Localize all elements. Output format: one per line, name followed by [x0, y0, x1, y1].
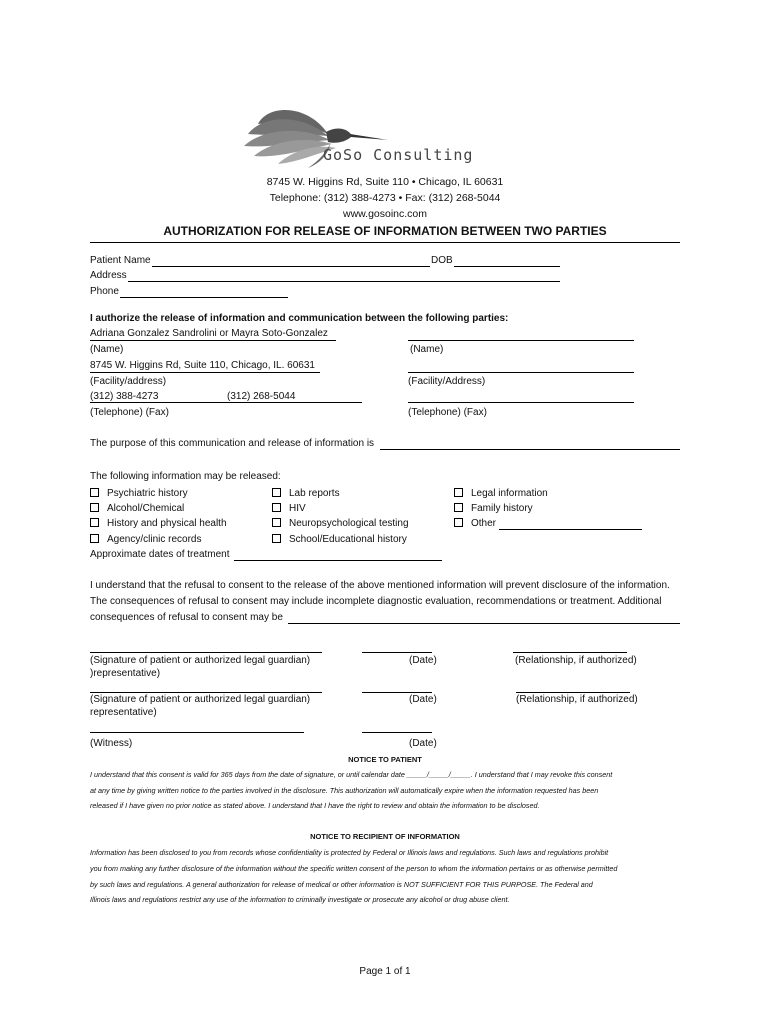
- date-1-field[interactable]: [362, 652, 432, 653]
- date-2-caption: (Date): [409, 694, 437, 705]
- checkbox-label: HIV: [289, 503, 306, 514]
- left-name-caption: (Name): [90, 344, 124, 355]
- checkbox-agency[interactable]: [90, 534, 201, 545]
- checkbox-lab[interactable]: [272, 488, 340, 499]
- left-telephone: (312) 388-4273: [90, 391, 159, 402]
- dob-field[interactable]: [454, 266, 560, 267]
- left-telfax-line: [90, 402, 362, 403]
- patient-name-label: Patient Name: [90, 255, 151, 266]
- right-telfax-field[interactable]: [408, 402, 634, 403]
- checkbox-school[interactable]: [272, 534, 407, 545]
- checkbox-label: Psychiatric history: [107, 488, 188, 499]
- header-website: www.gosoinc.com: [342, 208, 428, 220]
- notice-patient-heading: NOTICE TO PATIENT: [348, 755, 422, 764]
- notice-patient-line-3: released if I have given no prior notice as stated above. I understand that I have the right to review and obtain the information to be disclosed.: [90, 801, 540, 810]
- right-name-caption: (Name): [410, 344, 444, 355]
- info-heading: The following information may be released:: [90, 471, 281, 482]
- company-name: GoSo Consulting: [323, 146, 474, 164]
- purpose-label: The purpose of this communication and release of information is: [90, 438, 375, 449]
- notice-patient-line-1: I understand that this consent is valid for 365 days from the date of signature, or until calendar date _____/_____/_____. I understand that I may revoke this consent: [90, 770, 613, 779]
- notice-recipient-heading: NOTICE TO RECIPIENT OF INFORMATION: [310, 832, 460, 841]
- date-3-field[interactable]: [362, 732, 432, 733]
- checkbox-icon: [454, 503, 463, 512]
- dates-label: Approximate dates of treatment: [90, 549, 230, 560]
- page-title: AUTHORIZATION FOR RELEASE OF INFORMATION BETWEEN TWO PARTIES: [163, 224, 607, 238]
- right-telfax-caption: (Telephone) (Fax): [408, 407, 487, 418]
- checkbox-neuro[interactable]: [272, 518, 409, 529]
- checkbox-icon: [272, 534, 281, 543]
- date-3-caption: (Date): [409, 738, 437, 749]
- checkbox-icon: [272, 503, 281, 512]
- left-address-line: [90, 372, 320, 373]
- checkbox-icon: [90, 503, 99, 512]
- right-name-field[interactable]: [408, 340, 634, 341]
- refusal-line-2: The consequences of refusal to consent may include incomplete diagnostic evaluation, recommendations or treatment. Additional: [90, 596, 662, 607]
- refusal-field[interactable]: [288, 623, 680, 624]
- checkbox-icon: [90, 518, 99, 527]
- notice-patient-line-2: at any time by giving written notice to the parties involved in the disclosure. This authorization will automatically expire when the information requested has been: [90, 786, 599, 795]
- page-number: Page 1 of 1: [359, 966, 411, 977]
- left-name-line: [90, 340, 336, 341]
- refusal-line-3: consequences of refusal to consent may be: [90, 612, 283, 623]
- patient-name-field[interactable]: [152, 266, 430, 267]
- dates-field[interactable]: [234, 560, 442, 561]
- checkbox-icon: [90, 488, 99, 497]
- right-facility-caption: (Facility/Address): [408, 376, 486, 387]
- refusal-line-1: I understand that the refusal to consent to the release of the above mentioned information will prevent disclosure of the information.: [90, 580, 670, 591]
- checkbox-icon: [272, 518, 281, 527]
- right-address-field[interactable]: [408, 372, 634, 373]
- signature-2-field[interactable]: [90, 692, 322, 693]
- checkbox-legal[interactable]: [454, 488, 548, 499]
- dob-label: DOB: [431, 255, 453, 266]
- checkbox-icon: [454, 488, 463, 497]
- date-1-caption: (Date): [409, 655, 437, 666]
- relationship-2-field[interactable]: [516, 692, 630, 693]
- witness-field[interactable]: [90, 732, 304, 733]
- checkbox-other[interactable]: [454, 518, 496, 529]
- checkbox-icon: [272, 488, 281, 497]
- checkbox-label: Alcohol/Chemical: [107, 503, 185, 514]
- signature-1-caption: (Signature of patient or authorized legal guardian): [90, 655, 311, 666]
- relationship-1-caption: (Relationship, if authorized): [515, 655, 637, 666]
- checkbox-label: Lab reports: [289, 488, 340, 499]
- phone-label: Phone: [90, 286, 119, 297]
- address-field[interactable]: [128, 281, 560, 282]
- checkbox-history-physical[interactable]: [90, 518, 227, 529]
- witness-caption: (Witness): [90, 738, 133, 749]
- notice-recipient-line-2: you from making any further disclosure of the information without the specific written consent of the person to whom the information pertains or as otherwise permitted: [90, 864, 618, 873]
- checkbox-label: Family history: [471, 503, 533, 514]
- checkbox-family[interactable]: [454, 503, 533, 514]
- other-field[interactable]: [499, 529, 642, 530]
- notice-recipient-line-4: Illinois laws and regulations restrict any use of the information to criminally investigate or prosecute any alcohol or drug abuse client.: [90, 895, 510, 904]
- left-facility-caption: (Facility/address): [90, 376, 167, 387]
- header-address: 8745 W. Higgins Rd, Suite 110 • Chicago, IL 60631: [266, 176, 504, 188]
- left-party-address: 8745 W. Higgins Rd, Suite 110, Chicago, IL. 60631: [90, 360, 315, 371]
- signature-1-field[interactable]: [90, 652, 322, 653]
- checkbox-label: History and physical health: [107, 518, 227, 529]
- notice-recipient-line-3: by such laws and regulations. A general authorization for release of medical or other information is NOT SUFFICIENT FOR THIS PURPOSE. The Federal and: [90, 880, 593, 889]
- checkbox-label: Other: [471, 518, 497, 529]
- phone-field[interactable]: [120, 297, 288, 298]
- checkbox-label: School/Educational history: [289, 534, 407, 545]
- left-party-name: Adriana Gonzalez Sandrolini or Mayra Soto-Gonzalez: [90, 328, 328, 339]
- signature-2-caption-b: representative): [90, 707, 157, 718]
- checkbox-psychiatric[interactable]: [90, 488, 188, 499]
- relationship-1-field[interactable]: [513, 652, 627, 653]
- title-divider: [90, 242, 680, 243]
- checkbox-alcohol[interactable]: [90, 503, 184, 514]
- relationship-2-caption: (Relationship, if authorized): [516, 694, 638, 705]
- checkbox-icon: [90, 534, 99, 543]
- left-telfax-caption: (Telephone) (Fax): [90, 407, 169, 418]
- authorize-heading: I authorize the release of information and communication between the following parties:: [90, 313, 509, 324]
- checkbox-label: Legal information: [471, 488, 548, 499]
- checkbox-hiv[interactable]: [272, 503, 306, 514]
- purpose-field[interactable]: [380, 449, 680, 450]
- checkbox-label: Agency/clinic records: [107, 534, 202, 545]
- address-label: Address: [90, 270, 127, 281]
- header-phone: Telephone: (312) 388-4273 • Fax: (312) 268-5044: [269, 192, 501, 204]
- left-fax: (312) 268-5044: [227, 391, 296, 402]
- checkbox-icon: [454, 518, 463, 527]
- signature-2-caption: (Signature of patient or authorized legal guardian): [90, 694, 311, 705]
- checkbox-label: Neuropsychological testing: [289, 518, 409, 529]
- date-2-field[interactable]: [362, 692, 432, 693]
- notice-recipient-line-1: Information has been disclosed to you from records whose confidentiality is protected by Federal or Illinois laws and regulations. Such laws and regulations prohibit: [90, 848, 609, 857]
- signature-1-caption-b: )representative): [90, 668, 161, 679]
